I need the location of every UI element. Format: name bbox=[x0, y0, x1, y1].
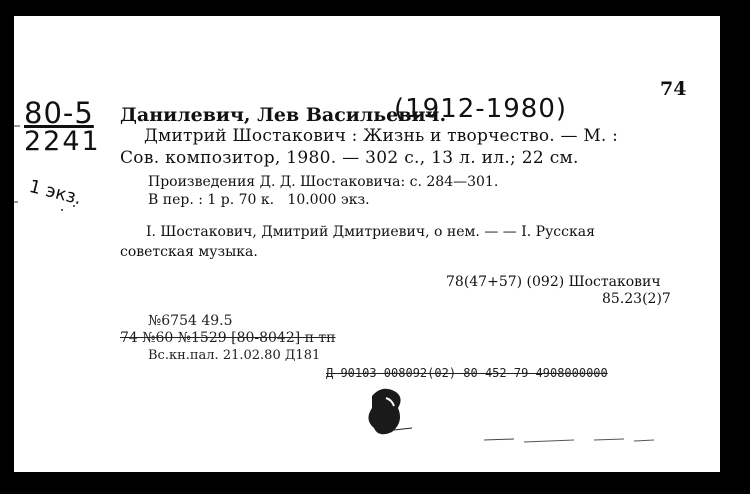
handwritten-copies-note: 1 экз. bbox=[26, 176, 84, 210]
handwritten-shelfmark-top: 80-5 bbox=[24, 96, 94, 130]
technical-line-4: Д 90103-008092(02)-80 452-79 4908000000 bbox=[326, 366, 608, 380]
handwritten-life-years: (1912-1980) bbox=[394, 94, 568, 124]
price-line: В пер. : 1 р. 70 к. 10.000 экз. bbox=[148, 192, 370, 208]
technical-line-2: 74 №60 №1529 [80-8042] п тп bbox=[120, 330, 336, 346]
subjects-line-2: советская музыка. bbox=[120, 244, 258, 260]
handwritten-shelfmark-bottom: 2241 bbox=[24, 126, 101, 157]
card-number: 74 bbox=[660, 78, 687, 100]
classification-line-2: 85.23(2)7 bbox=[602, 291, 671, 307]
author-heading: Данилевич, Лев Васильевич. bbox=[120, 104, 447, 126]
order-number: №6754 49.5 bbox=[148, 313, 233, 329]
classification-line-1: 78(47+57) (092) Шостакович bbox=[446, 274, 661, 290]
subjects-line-1: I. Шостакович, Дмитрий Дмитриевич, о нем. — — I. Русская bbox=[146, 224, 595, 240]
imprint-line: Сов. композитор, 1980. — 302 с., 13 л. ил.; 22 см. bbox=[120, 148, 579, 168]
catalog-card bbox=[14, 16, 720, 472]
title-line: Дмитрий Шостакович : Жизнь и творчество. — М. : bbox=[144, 126, 619, 146]
book-chamber-line: Вс.кн.пал. 21.02.80 Д181 bbox=[148, 348, 321, 363]
note-line: Произведения Д. Д. Шостаковича: с. 284—301. bbox=[148, 174, 499, 190]
